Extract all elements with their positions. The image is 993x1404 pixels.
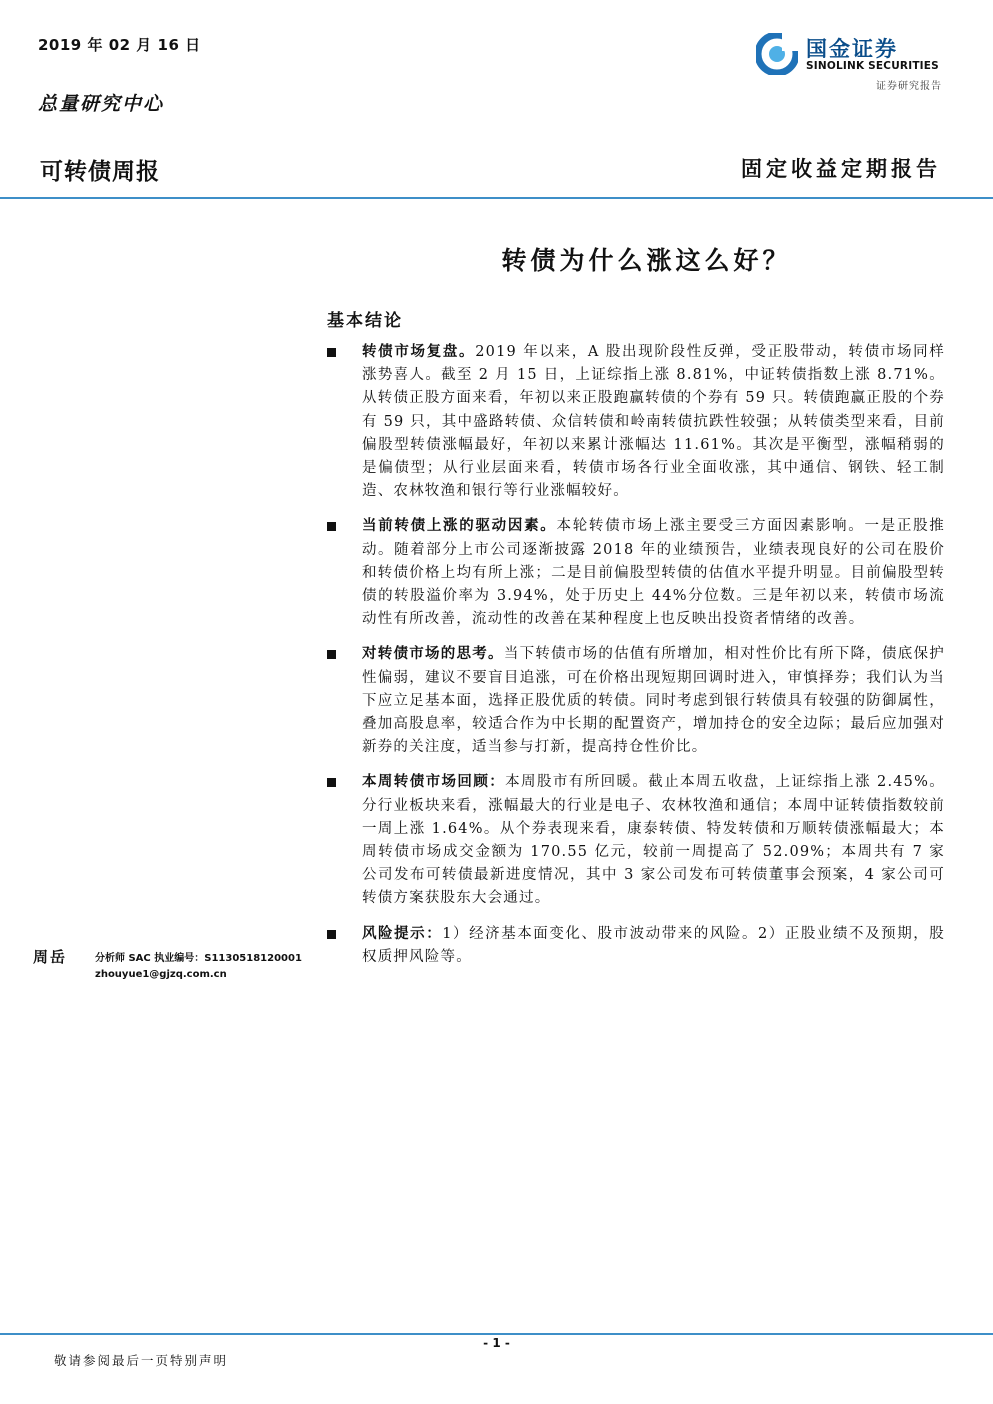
list-item	[327, 642, 945, 759]
conclusion-list	[327, 340, 945, 980]
author-name: 周岳	[33, 948, 68, 966]
bullet-text: 本周股市有所回暖。截止本周五收盘，上证综指上涨 2.45%。分行业板块来看，涨幅最大的行业是电子、农林牧渔和通信；本周中证转债指数较前一周上涨 1.64%。从个券表现来看，康泰转债、特发转债和万顺转债涨幅最大；本周转债市场成交金额为 170.55 亿元，较前一周提高了 52.09%；本周共有 7 家公司发布可转债最新进度情况，其中 3 家公司发布可转债董事会预案，4 家公司可转债方案获股东大会通过。	[362, 774, 945, 907]
logo-name-en: SINOLINK SECURITIES	[806, 60, 939, 72]
author-credentials	[95, 951, 302, 983]
sinolink-logo-icon	[756, 33, 798, 75]
footer-disclaimer: 敬请参阅最后一页特别声明	[54, 1353, 229, 1368]
bullet-square-icon	[327, 650, 336, 659]
report-date: 2019 年 02 月 16 日	[38, 36, 201, 54]
bullet-lead: 转债市场复盘。	[362, 343, 476, 360]
bullet-text: 本轮转债市场上涨主要受三方面因素影响。一是正股推动。随着部分上市公司逐渐披露 2018 年的业绩预告，业绩表现良好的公司在股价和转债价格上均有所上涨；二是目前偏股型转债的估值水平提升明显。目前偏股型转债的转股溢价率为 3.94%，处于历史上 44%分位数。三是年初以来，转债市场流动性有所改善，流动性的改善在某种程度上也反映出投资者情绪的改善。	[362, 518, 945, 628]
bullet-lead: 当前转债上涨的驱动因素。	[362, 517, 557, 535]
list-item	[327, 770, 945, 910]
bullet-square-icon	[327, 778, 336, 787]
bullet-text: 2019 年以来，A 股出现阶段性反弹，受正股带动，转债市场同样涨势喜人。截至 2 月 15 日，上证综指上涨 8.81%，中证转债指数上涨 8.71%。从转债正股方面来看，年初以来正股跑赢转债的个券有 59 只。转债跑赢正股的个券有 59 只，其中盛路转债、众信转债和岭南转债抗跌性较强；从转债类型来看，目前偏股型转债涨幅最好，年初以来累计涨幅达 11.61%。其次是平衡型，涨幅稍弱的是偏债型；从行业层面来看，转债市场各行业全面收涨，其中通信、钢铁、轻工制造、农林牧渔和银行等行业涨幅较好。	[362, 344, 945, 500]
bullet-square-icon	[327, 522, 336, 531]
author-email[interactable]: zhouyue1@gjzq.com.cn	[95, 969, 227, 980]
bullet-square-icon	[327, 348, 336, 357]
report-series-title: 可转债周报	[40, 159, 160, 185]
section-title: 基本结论	[327, 311, 403, 331]
bullet-text: 当下转债市场的估值有所增加，相对性价比有所下降，债底保护性偏弱，建议不要盲目追涨，可在价格出现短期回调时进入，审慎择券；我们认为当下应立足基本面，选择正股优质的转债。同时考虑到银行转债具有较强的防御属性，叠加高股息率，较适合作为中长期的配置资产，增加持仓的安全边际；最后应加强对新券的关注度，适当参与打新，提高持仓性价比。	[362, 646, 945, 756]
header-divider	[0, 197, 993, 199]
page-number: - 1 -	[483, 1336, 510, 1350]
bullet-square-icon	[327, 930, 336, 939]
report-type-title: 固定收益定期报告	[741, 156, 941, 181]
bullet-lead: 风险提示：	[362, 924, 443, 942]
list-item	[327, 514, 945, 631]
list-item	[327, 340, 945, 503]
footer-divider	[0, 1333, 993, 1335]
author-sac-number: 分析师 SAC 执业编号：S1130518120001	[95, 953, 302, 964]
report-headline: 转债为什么涨这么好？	[501, 246, 792, 275]
bullet-lead: 对转债市场的思考。	[362, 645, 504, 663]
list-item	[327, 922, 945, 969]
logo-name-cn: 国金证券	[806, 37, 898, 61]
logo-subtitle: 证券研究报告	[876, 81, 942, 92]
bullet-text: 1）经济基本面变化、股市波动带来的风险。2）正股业绩不及预期，股权质押风险等。	[362, 925, 945, 965]
bullet-lead: 本周转债市场回顾：	[362, 773, 506, 791]
company-logo	[756, 31, 946, 93]
department-name: 总量研究中心	[38, 93, 165, 115]
